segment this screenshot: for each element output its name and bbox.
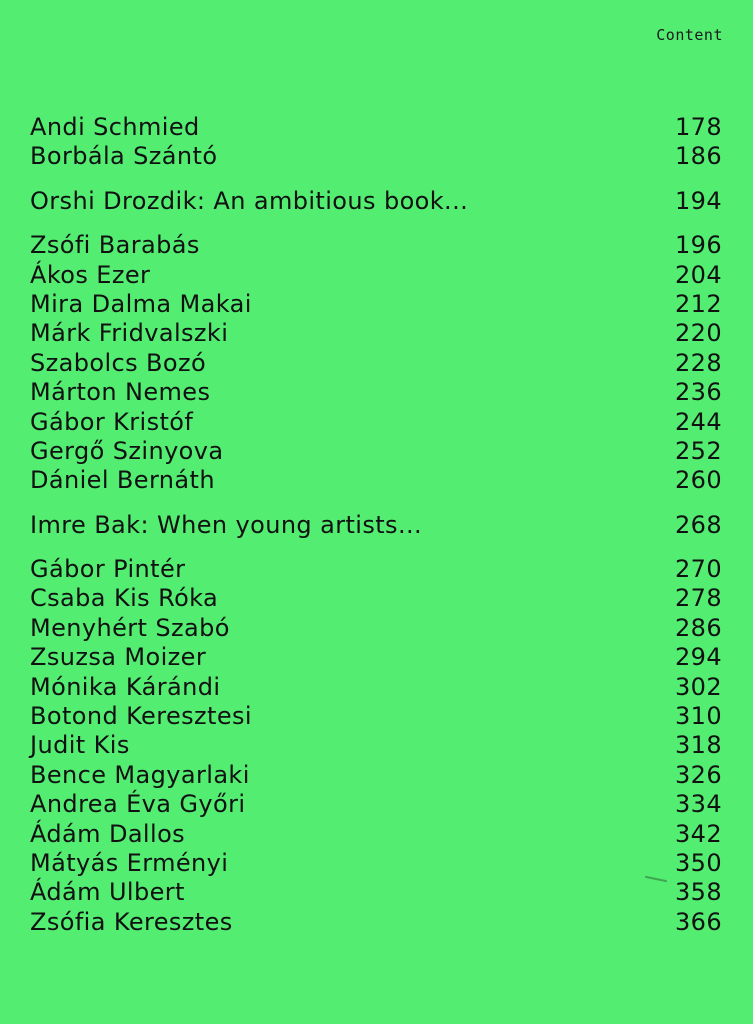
toc-entry-page-number: 270 bbox=[674, 555, 722, 584]
toc-entry bbox=[30, 511, 722, 540]
toc-entry-page-number: 260 bbox=[674, 466, 722, 495]
toc-entry-page-number: 236 bbox=[674, 378, 722, 407]
toc-entry bbox=[30, 820, 722, 849]
toc-entry-title: Gábor Kristóf bbox=[30, 407, 194, 436]
toc-entry-page-number: 334 bbox=[674, 790, 722, 819]
toc-entry bbox=[30, 349, 722, 378]
toc-entry bbox=[30, 319, 722, 348]
toc-entry-title: Gábor Pintér bbox=[30, 555, 186, 584]
toc-entry bbox=[30, 673, 722, 702]
toc-entry bbox=[30, 761, 722, 790]
toc-entry-page-number: 350 bbox=[674, 848, 722, 877]
toc-entry-title: Mira Dalma Makai bbox=[30, 289, 252, 318]
toc-entry-title: Borbála Szántó bbox=[30, 142, 218, 171]
toc-entry bbox=[30, 731, 722, 760]
toc-section bbox=[30, 187, 722, 216]
toc-entry-page-number: 310 bbox=[674, 702, 722, 731]
toc-entry-page-number: 366 bbox=[674, 907, 722, 936]
toc-entry bbox=[30, 113, 722, 142]
toc-entry-title: Szabolcs Bozó bbox=[30, 348, 207, 377]
toc-entry-title: Gergő Szinyova bbox=[30, 436, 224, 465]
toc-entry-page-number: 194 bbox=[674, 186, 722, 215]
toc-entry bbox=[30, 231, 722, 260]
toc-entry-title: Ákos Ezer bbox=[30, 260, 151, 289]
toc-section bbox=[30, 511, 722, 540]
toc-entry-title: Bence Magyarlaki bbox=[30, 760, 250, 789]
toc-entry-title: Mónika Kárándi bbox=[30, 672, 221, 701]
toc-entry-title: Judit Kis bbox=[30, 731, 130, 760]
toc-entry-title: Andi Schmied bbox=[30, 113, 200, 141]
toc-section bbox=[30, 113, 722, 172]
toc-entry-page-number: 178 bbox=[674, 113, 722, 141]
toc-entry-page-number: 212 bbox=[674, 289, 722, 318]
toc-entry bbox=[30, 908, 722, 937]
toc-entry-title: Ádám Ulbert bbox=[30, 878, 185, 907]
toc-entry bbox=[30, 378, 722, 407]
toc-entry-page-number: 294 bbox=[674, 643, 722, 672]
toc-entry-title: Csaba Kis Róka bbox=[30, 584, 219, 613]
toc-entry bbox=[30, 261, 722, 290]
toc-entry bbox=[30, 790, 722, 819]
toc-entry-page-number: 186 bbox=[674, 142, 722, 171]
toc-entry-title: Márton Nemes bbox=[30, 378, 211, 407]
toc-entry-page-number: 358 bbox=[674, 878, 722, 907]
toc-entry-title: Márk Fridvalszki bbox=[30, 319, 229, 348]
toc-entry-page-number: 204 bbox=[674, 260, 722, 289]
toc-entry bbox=[30, 878, 722, 907]
toc-entry-title: Menyhért Szabó bbox=[30, 613, 230, 642]
toc-entry bbox=[30, 584, 722, 613]
toc-entry-title: Imre Bak: When young artists... bbox=[30, 510, 423, 539]
toc-entry-title: Andrea Éva Győri bbox=[30, 790, 246, 819]
toc-entry-title: Zsófi Barabás bbox=[30, 231, 200, 260]
toc-entry bbox=[30, 437, 722, 466]
toc-entry bbox=[30, 849, 722, 878]
page-header-title: Content bbox=[656, 26, 723, 44]
toc-entry bbox=[30, 614, 722, 643]
toc-entry bbox=[30, 702, 722, 731]
toc-entry-page-number: 302 bbox=[674, 672, 722, 701]
toc-entry-title: Zsuzsa Moizer bbox=[30, 643, 207, 672]
toc-entry-page-number: 228 bbox=[674, 348, 722, 377]
toc-entry bbox=[30, 187, 722, 216]
toc-entry bbox=[30, 643, 722, 672]
table-of-contents bbox=[30, 113, 722, 952]
toc-entry-page-number: 220 bbox=[674, 319, 722, 348]
toc-entry-title: Orshi Drozdik: An ambitious book... bbox=[30, 186, 469, 215]
toc-entry-title: Dániel Bernáth bbox=[30, 466, 215, 495]
toc-entry bbox=[30, 290, 722, 319]
toc-entry-page-number: 286 bbox=[674, 613, 722, 642]
toc-entry-title: Botond Keresztesi bbox=[30, 702, 252, 731]
toc-entry-title: Mátyás Erményi bbox=[30, 848, 229, 877]
toc-entry-page-number: 342 bbox=[674, 819, 722, 848]
toc-entry-page-number: 244 bbox=[674, 407, 722, 436]
toc-entry bbox=[30, 408, 722, 437]
toc-entry-title: Ádám Dallos bbox=[30, 819, 186, 848]
toc-entry-page-number: 326 bbox=[674, 760, 722, 789]
toc-entry bbox=[30, 555, 722, 584]
toc-entry-page-number: 318 bbox=[674, 731, 722, 760]
toc-entry-title: Zsófia Keresztes bbox=[30, 907, 233, 936]
toc-entry-page-number: 268 bbox=[674, 510, 722, 539]
toc-entry bbox=[30, 142, 722, 171]
toc-entry-page-number: 252 bbox=[674, 436, 722, 465]
toc-entry-page-number: 196 bbox=[674, 231, 722, 260]
toc-section bbox=[30, 555, 722, 937]
toc-entry bbox=[30, 466, 722, 495]
toc-section bbox=[30, 231, 722, 496]
toc-entry-page-number: 278 bbox=[674, 584, 722, 613]
